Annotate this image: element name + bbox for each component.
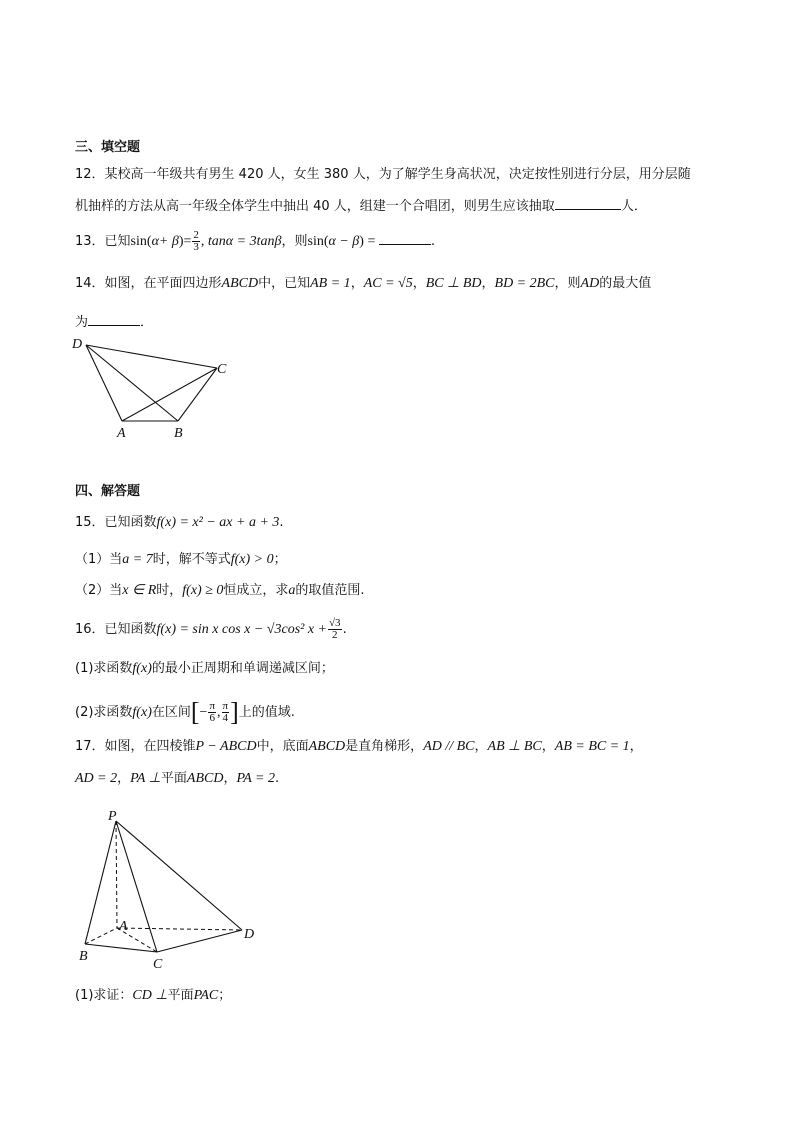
q14-line2: 为 ．: [75, 315, 154, 330]
q14-line1: 14．如图，在平面四边形ABCD中，已知AB = 1，AC = √5，BC ⊥ BD，BD = 2BC，则AD的最大值: [75, 276, 652, 291]
q16-part1: (1)求函数f(x)的最小正周期和单调递减区间；: [75, 661, 334, 676]
q15-part1: （1）当a = 7时，解不等式f(x) > 0；: [75, 552, 287, 567]
q12-unit: 人．: [620, 199, 647, 214]
q14-label-b: B: [174, 426, 183, 441]
q12-text: 机抽样的方法从高一年级全体学生中抽出 40 人，组建一个合唱团，则男生应该抽取: [75, 199, 555, 214]
q17-label-a: A: [119, 919, 128, 934]
q12-line2: [75, 197, 647, 216]
q13-prefix: 13．已知: [75, 234, 131, 249]
q13-answer-blank[interactable]: [379, 232, 431, 245]
q17-label-c: C: [153, 957, 163, 972]
q13-arg2: α − β: [328, 234, 360, 249]
q17-part1: (1)求证：CD ⊥平面PAC；: [75, 988, 232, 1003]
q13-arg1: α+ β: [151, 234, 179, 249]
q13-eq: =: [183, 234, 192, 249]
section-title-solve: 四、解答题: [75, 484, 141, 499]
q12-answer-blank[interactable]: [555, 197, 621, 210]
section-title-fill-in: 三、填空题: [75, 140, 141, 155]
q17-pyramid-figure: [75, 803, 270, 973]
q16-part2: (2)求函数f(x)在区间[− $\frac{\pi}{6}$ , $\frac{\pi}{4}$ ]上的值域.: [75, 697, 295, 727]
q15-function: f(x) = x² − ax + a + 3: [156, 515, 280, 530]
q12-line1: 12．某校高一年级共有男生 420 人，女生 380 人，为了解学生身高状况，决定按性别进行分层，用分层随: [75, 167, 691, 182]
q13-tan-cond: , tanα = 3tanβ: [200, 234, 282, 249]
q14-label-d: D: [72, 337, 83, 352]
q13: 13．已知sin(α+ β)= $\frac{2}{3}$ , tanα = 3tanβ，则sin(α − β) = .: [75, 229, 436, 253]
q14-label-c: C: [217, 362, 227, 377]
q14-answer-blank[interactable]: [88, 313, 140, 326]
q17-line2: AD = 2，PA ⊥平面ABCD，PA = 2.: [75, 771, 280, 786]
q15-stem: 15．已知函数f(x) = x² − ax + a + 3.: [75, 515, 284, 530]
q17-line1: 17．如图，在四棱锥P − ABCD中，底面ABCD是直角梯形，AD // BC，AB ⊥ BC，AB = BC = 1，: [75, 739, 643, 754]
q17-label-b: B: [79, 949, 88, 964]
q17-label-d: D: [244, 927, 255, 942]
q13-fraction: $\frac{2}{3}$: [193, 229, 199, 253]
q16-function: f(x) = sin x cos x − √3cos² x +: [156, 622, 328, 637]
q13-sin1: sin: [130, 234, 147, 249]
q14-label-a: A: [117, 426, 126, 441]
q14-quadrilateral-figure: [70, 333, 240, 443]
q17-label-p: P: [108, 809, 117, 824]
q13-mid: ，则: [281, 234, 308, 249]
q16-fraction: $\frac{√3}{2}$: [329, 617, 341, 641]
q15-part2: （2）当x ∈ R时，f(x) ≥ 0恒成立，求a的取值范围.: [75, 583, 365, 598]
q16-stem: 16．已知函数f(x) = sin x cos x − √3cos² x + $\frac{√3}{2}$ .: [75, 617, 347, 641]
